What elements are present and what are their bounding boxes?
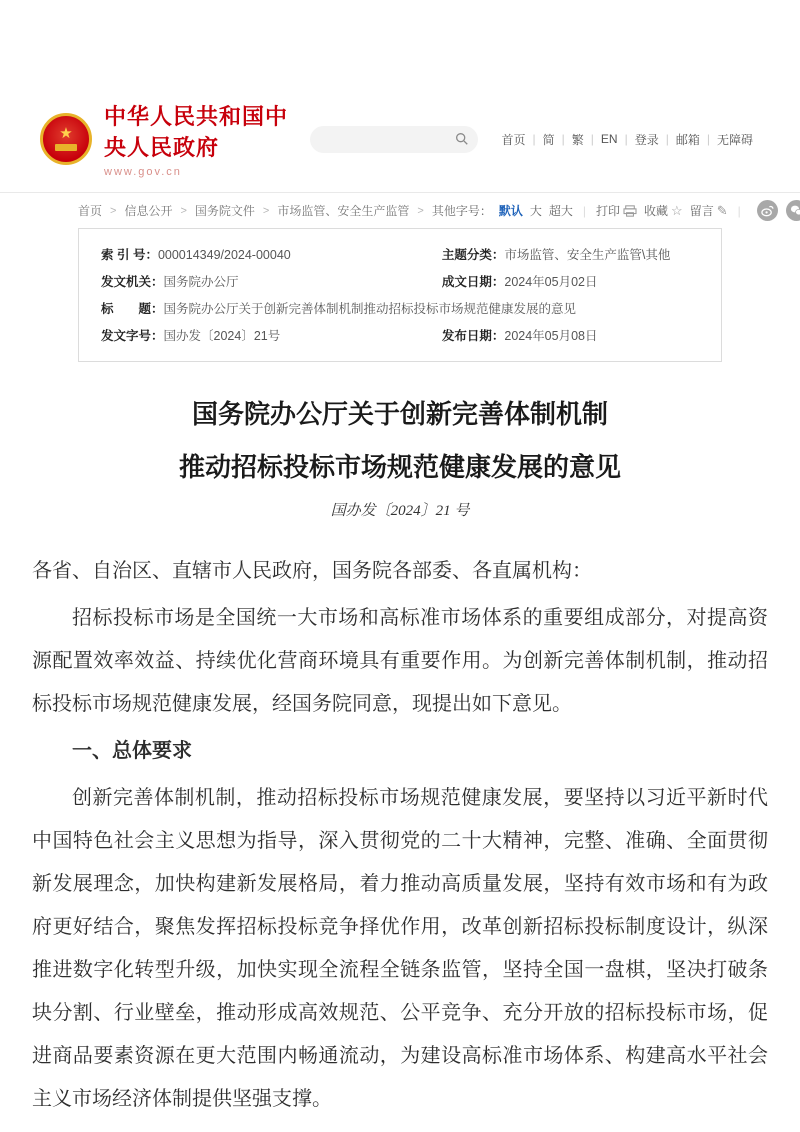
toolbar-divider: | [737, 203, 741, 218]
site-header [0, 100, 800, 192]
top-links [494, 131, 760, 148]
meta-publish-date-value: 2024年05月08日 [504, 329, 598, 343]
favorite-label: 收藏 [644, 204, 669, 218]
breadcrumb-separator: > [110, 204, 117, 217]
top-link-simplified[interactable]: 简 [542, 132, 555, 147]
link-separator: | [561, 132, 565, 146]
national-emblem-icon [40, 113, 92, 165]
meta-topic [442, 242, 699, 269]
font-size-xlarge-button[interactable]: 超大 [548, 204, 573, 218]
star-icon: ☆ [671, 202, 683, 218]
meta-issuer-label: 发文机关： [101, 275, 164, 289]
document-title-line2: 推动招标投标市场规范健康发展的意见 [178, 453, 621, 482]
emblem-star-icon: ★ [59, 125, 73, 142]
printer-icon [623, 205, 637, 217]
font-size-label: 字号： [455, 204, 492, 218]
document-meta-box [78, 228, 722, 362]
top-link-traditional[interactable]: 繁 [571, 132, 584, 147]
meta-topic-value: 市场监管、安全生产监管\其他 [504, 248, 671, 262]
meta-written-date [442, 269, 699, 296]
search-icon[interactable] [455, 132, 469, 146]
meta-topic-label: 主题分类： [441, 248, 505, 262]
meta-doc-number-label: 发文字号： [101, 329, 164, 343]
meta-publish-date-label: 发布日期： [441, 329, 505, 343]
print-label: 打印 [596, 204, 621, 218]
search-box[interactable] [310, 126, 478, 153]
site-title: 中华人民共和国中央人民政府 [104, 104, 289, 160]
breadcrumb-separator: > [180, 204, 187, 217]
breadcrumb-info-disclosure[interactable]: 信息公开 [124, 204, 173, 218]
document-title [0, 388, 800, 494]
meta-doc-number [101, 323, 442, 350]
breadcrumb-toolbar [0, 192, 800, 228]
breadcrumb-separator: > [262, 204, 270, 217]
emblem-gate-icon [55, 144, 77, 151]
meta-title [101, 296, 699, 323]
meta-index-value: 000014349/2024-00040 [157, 248, 291, 262]
meta-index-label: 索 引 号： [101, 248, 158, 262]
wechat-share-icon[interactable] [786, 200, 800, 221]
breadcrumb-separator: > [417, 204, 424, 217]
top-link-english[interactable]: EN [600, 132, 618, 146]
search-input[interactable] [284, 132, 455, 146]
link-separator: | [532, 132, 536, 146]
meta-doc-number-value: 国办发〔2024〕21号 [163, 329, 281, 343]
site-url: www.gov.cn [104, 166, 182, 178]
weibo-share-icon[interactable] [757, 200, 778, 221]
meta-index [101, 242, 442, 269]
meta-issuer [101, 269, 442, 296]
font-size-large-button[interactable]: 大 [529, 204, 542, 218]
top-link-accessibility[interactable]: 无障碍 [716, 132, 753, 147]
top-link-mail[interactable]: 邮箱 [675, 132, 700, 147]
meta-written-date-value: 2024年05月02日 [504, 275, 598, 289]
favorite-button[interactable] [644, 202, 683, 219]
comment-label: 留言 [689, 204, 714, 218]
toolbar-divider: | [582, 203, 587, 218]
share-icons [757, 200, 800, 221]
pencil-icon: ✎ [716, 202, 728, 218]
breadcrumb-home[interactable]: 首页 [78, 204, 103, 218]
paragraph-2: 创新完善体制机制，推动招标投标市场规范健康发展，要坚持以习近平新时代中国特色社会主义思想为指导，深入贯彻党的二十大精神，完整、准确、全面贯彻新发展理念，加快构建新发展格局，着力推动高质量发展，坚持有效市场和有为政府更好结合，聚焦发挥招标投标竞争择优作用，改革创新招标投标制度设计，纵深推进数字化转型升级，加快实现全流程全链条监管，坚持全国一盘棋，坚决打破条块分割、行业壁垒，推动形成高效规范、公平竞争、充分开放的招标投标市场，促进商品要素资源在更大范围内畅通流动，为建设高标准市场体系、构建高水平社会主义市场经济体制提供坚强支撑。 [32, 787, 768, 1110]
print-button[interactable] [596, 202, 637, 219]
document-number: 国办发〔2024〕21 号 [330, 503, 470, 519]
page-toolbar [456, 200, 800, 221]
top-link-home[interactable]: 首页 [501, 132, 526, 147]
link-separator: | [590, 132, 594, 146]
meta-written-date-label: 成文日期： [441, 275, 505, 289]
document-body [32, 550, 768, 1121]
link-separator: | [665, 132, 669, 146]
breadcrumb-state-council-docs[interactable]: 国务院文件 [194, 204, 255, 218]
salutation: 各省、自治区、直辖市人民政府，国务院各部委、各直属机构： [32, 560, 592, 582]
meta-title-value: 国务院办公厅关于创新完善体制机制推动招标投标市场规范健康发展的意见 [163, 302, 577, 316]
breadcrumb-market-regulation[interactable]: 市场监管、安全生产监管 [277, 204, 410, 218]
site-logo[interactable] [40, 100, 310, 178]
breadcrumb [78, 202, 456, 219]
breadcrumb-other[interactable]: 其他 [431, 204, 456, 218]
comment-button[interactable] [690, 202, 728, 219]
document-title-line1: 国务院办公厅关于创新完善体制机制 [191, 400, 608, 429]
meta-title-label: 标 题： [101, 302, 164, 316]
section-1-heading: 一、总体要求 [72, 740, 192, 762]
font-size-default-button[interactable]: 默认 [498, 204, 523, 218]
meta-issuer-value: 国务院办公厅 [163, 275, 239, 289]
paragraph-1: 招标投标市场是全国统一大市场和高标准市场体系的重要组成部分，对提高资源配置效率效益、持续优化营商环境具有重要作用。为创新完善体制机制，推动招标投标市场规范健康发展，经国务院同意，现提出如下意见。 [32, 607, 768, 715]
top-link-login[interactable]: 登录 [634, 132, 659, 147]
link-separator: | [706, 132, 710, 146]
link-separator: | [624, 132, 628, 146]
meta-publish-date [442, 323, 699, 350]
